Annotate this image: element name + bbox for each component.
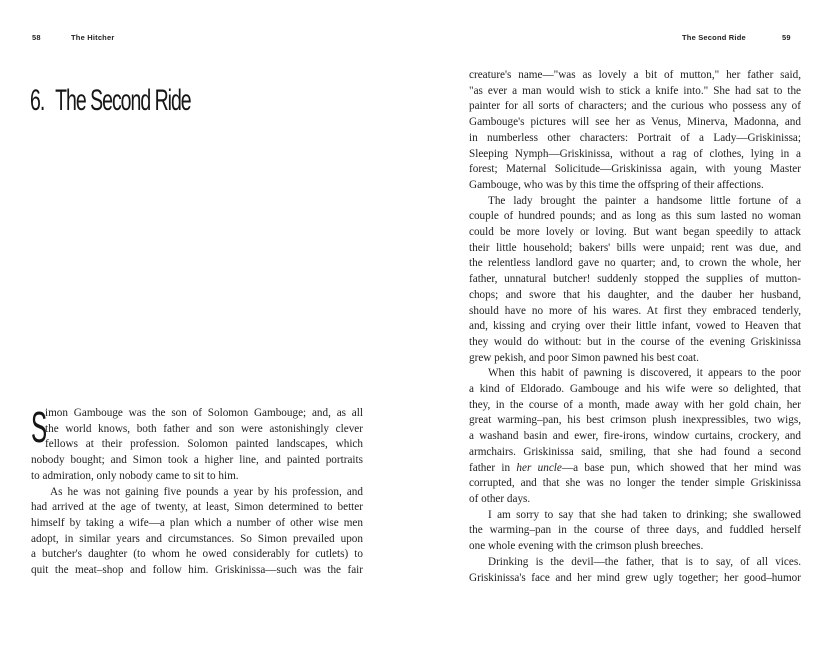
left-body-text	[31, 403, 363, 579]
text-line: nobody bought; and Simon took a higher line, and painted portraits	[31, 454, 363, 467]
text-line: they would do without: but in the course of the evening Griskinissa	[469, 335, 801, 348]
text-line: adopt, in similar years and circumstances. So Simon prevailed upon	[31, 532, 363, 545]
text-line: to admiration, only nobody came to sit to him.	[31, 469, 239, 482]
text-fragment: father in	[469, 461, 517, 474]
text-line-with-italic	[469, 461, 801, 477]
text-line: couple of hundred pounds; and as long as this sum lasted no woman	[469, 210, 801, 223]
text-line: the relentless landlord gave no quarter; and, to crown the whole, her	[469, 257, 801, 270]
text-line: forest; Maternal Solicitude—Griskinissa again, with young Master	[469, 163, 801, 176]
drop-cap: S	[31, 403, 48, 452]
text-line: could be more lovely or loving. But want began speedily to attack	[469, 226, 801, 239]
text-line: Gambouge, who was by this time the offspring of their affections.	[469, 178, 764, 191]
text-line: Griskinissa's face and her mind grew ugly together; her good–humor	[469, 571, 801, 584]
text-line: father, unnatural butcher! suddenly stopped the supplies of mutton-	[469, 273, 801, 286]
chapter-title	[30, 84, 191, 118]
text-line: the warming–pan in the course of three days, and fuddled herself	[469, 524, 801, 537]
text-line: himself by taking a wife—a plan which a number of other wise men	[31, 516, 363, 529]
text-line: they, in the course of a month, made away with her gold chain, her	[469, 398, 801, 411]
text-line: The lady brought the painter a handsome little fortune of a	[488, 194, 801, 207]
running-head-book-title: The Hitcher	[71, 33, 115, 42]
text-line: chops; and swore that his daughter, and the dauber her husband,	[469, 288, 801, 301]
text-line: their little household; bakers' bills were unpaid; rent was due, and	[469, 241, 801, 254]
text-line: in numberless other characters: Portrait of a Lady—Griskinissa;	[469, 131, 801, 144]
text-line: fellows at their profession. Solomon painted landscapes, which	[45, 438, 363, 451]
text-line: creature's name—"was as lovely a bit of mutton," her father said,	[469, 69, 801, 81]
text-line: the world knows, both father and son were astonishingly clever	[45, 422, 363, 435]
right-body-text	[469, 68, 801, 586]
page-number-left: 58	[32, 33, 41, 42]
text-line: great warming–pan, his best crimson plush inexpressibles, two wigs,	[469, 414, 801, 427]
text-line: "as ever a man would wish to stick a knife into." She had sat to the	[469, 84, 801, 97]
text-line: Gambouge's pictures will see her as Venus, Minerva, Madonna, and	[469, 116, 801, 129]
text-line: should have no more of his wares. At first they embraced tenderly,	[469, 304, 801, 317]
text-line: quit the meat–shop and follow him. Griskinissa—such was the fair	[31, 564, 363, 577]
italic-phrase: her uncle	[516, 461, 562, 474]
text-line: Sleeping Nymph—Griskinissa, without a rag of clothes, lying in a	[469, 147, 801, 160]
text-line: grew pekish, and poor Simon pawned his best coat.	[469, 351, 699, 364]
text-line: armchairs. Griskinissa said, smiling, that she had found a second	[469, 445, 801, 458]
text-fragment: —a base pun, which showed that her mind was	[561, 461, 801, 474]
text-line: one whole evening with the crimson plush breeches.	[469, 540, 704, 553]
text-line: of other days.	[469, 492, 531, 505]
chapter-number: 6.	[30, 84, 45, 118]
text-line: a kind of Eldorado. Gambouge and his wife were so delighted, that	[469, 383, 801, 396]
text-line: painter for all sorts of characters; and the curious who possess any of	[469, 100, 801, 113]
text-line: As he was not gaining five pounds a year by his profession, and	[50, 485, 363, 498]
text-line: had arrived at the age of twenty, at least, Simon determined to better	[31, 501, 363, 514]
running-head-chapter-title: The Second Ride	[682, 33, 746, 42]
chapter-name: The Second Ride	[55, 84, 191, 118]
text-line: and, kissing and crying over their little infant, vowed to Heaven that	[469, 320, 801, 333]
text-line: Drinking is the devil—the father, that is to say, of all vices.	[488, 555, 801, 568]
page-number-right: 59	[782, 33, 791, 42]
text-line: a washand basin and ewer, fire-irons, window curtains, crockery, and	[469, 430, 801, 443]
text-line: I am sorry to say that she had taken to drinking; she swallowed	[488, 508, 801, 521]
text-line: imon Gambouge was the son of Solomon Gambouge; and, as all	[45, 407, 363, 419]
text-line: a butcher's daughter (to whom he owed considerably for cutlets) to	[31, 548, 363, 561]
right-page	[414, 0, 828, 648]
text-line: When this habit of pawning is discovered, it appears to the poor	[488, 367, 801, 380]
text-line: corrupted, and that she was no longer the tender simple Griskinissa	[469, 477, 801, 490]
